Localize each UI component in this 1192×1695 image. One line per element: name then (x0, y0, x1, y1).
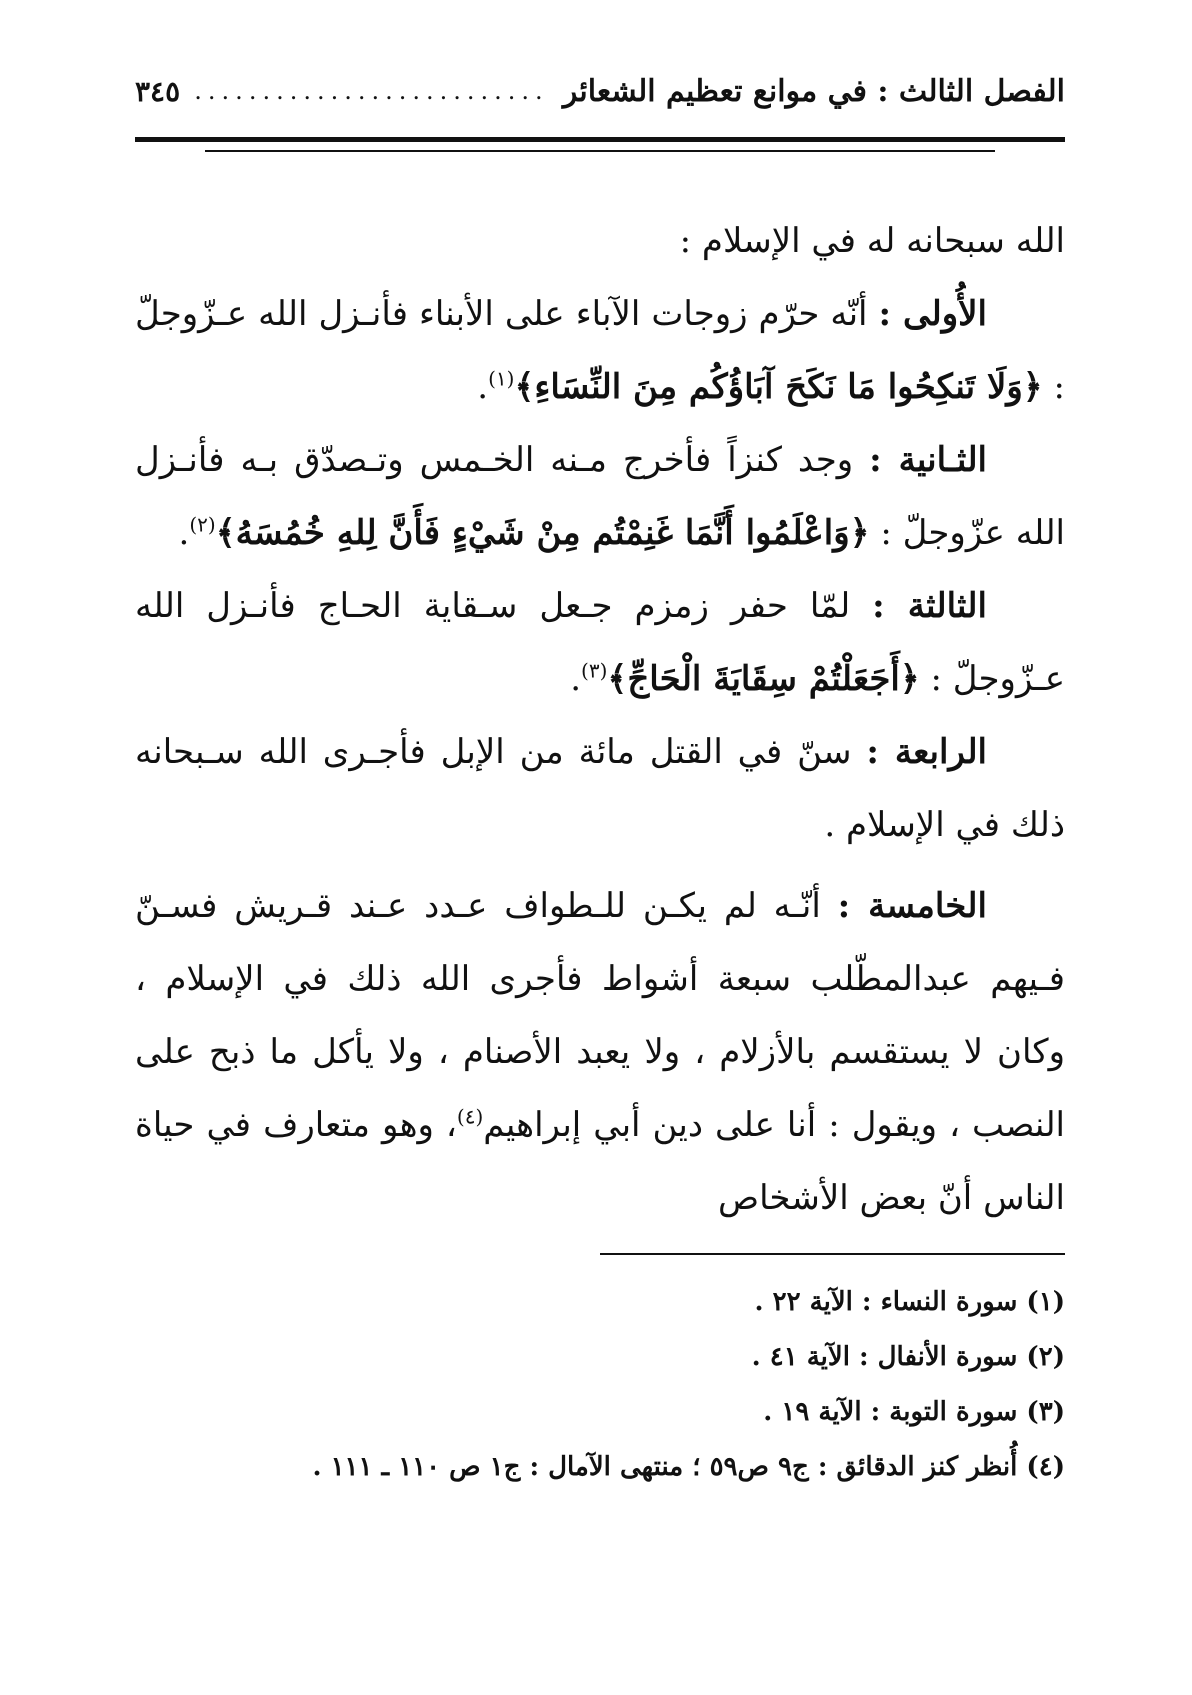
footnote-item: (١) سورة النساء : الآية ٢٢ . (754, 1287, 1065, 1317)
paragraph-fourth: الرابعة : سنّ في القتل مائة من الإبل فأجـرى الله سـبحانه ذلك في الإسلام . (135, 732, 1065, 845)
paragraph-label: الأُولى : (878, 294, 988, 334)
paragraph-label: الثـانية : (869, 440, 987, 480)
intro-line: الله سبحانه له في الإسلام : (679, 221, 1065, 261)
footnote-ref: (٤) (456, 1104, 484, 1129)
running-header (135, 66, 1065, 116)
paragraph-label: الخامسة : (837, 886, 987, 926)
paragraph-label: الثالثة : (872, 586, 987, 626)
footnote-separator (600, 1253, 1065, 1255)
paragraph-label: الرابعة : (866, 732, 988, 772)
header-leader-dots: .......................... (194, 77, 549, 105)
footnote-ref: (١) (488, 366, 515, 391)
header-rule-thin (205, 150, 995, 152)
chapter-title: الفصل الثالث : في موانع تعظيم الشعائر (562, 73, 1065, 109)
header-rule-thick (135, 137, 1065, 142)
paragraph-first: الأُولى : أنّه حرّم زوجات الآباء على الأبناء فأنـزل الله عـزّوجلّ : ﴿وَلَا تَنكِحُوا مَا نَكَحَ آبَاؤُكُم مِنَ النِّسَاءِ﴾$^{(١)}$. (135, 294, 1065, 407)
footnote-ref: (٣) (581, 658, 608, 683)
quran-verse: ﴿وَاعْلَمُوا أَنَّمَا غَنِمْتُم مِنْ شَيْءٍ فَأَنَّ لِلهِ خُمُسَهُ﴾ (215, 513, 870, 553)
main-text (135, 205, 1065, 1235)
footnote-item: (٢) سورة الأنفال : الآية ٤١ . (751, 1342, 1065, 1372)
paragraph-third: الثالثة : لمّا حفر زمزم جـعل سـقاية الحـاج فأنـزل الله عـزّوجلّ : ﴿أَجَعَلْتُمْ سِقَايَةَ الْحَاجِّ﴾$^{(٣)}$. (135, 586, 1065, 699)
footnotes (135, 1275, 1065, 1495)
footnote-item: (٤) أُنظر كنز الدقائق : ج٩ ص٥٩ ؛ منتهى الآمال : ج١ ص ١١٠ ـ ١١١ . (312, 1452, 1065, 1482)
footnote-item: (٣) سورة التوبة : الآية ١٩ . (763, 1397, 1065, 1427)
page-number: ٣٤٥ (135, 74, 181, 108)
paragraph-fifth: الخامسة : أنّـه لم يكـن للـطواف عـدد عـند قـريش فسـنّ فـيهم عبدالمطّلب سبعة أشواط فأجرى الله ذلك في الإسلام ، وكان لا يستقسم بالأزلام ، ولا يعبد الأصنام ، ولا يأكل ما ذبح على النصب ، ويقول : أنا على دين أبي إبراهيم$^{(٤)}$، وهو متعارف في حياة الناس أنّ بعض الأشخاص (135, 886, 1065, 1218)
footnote-ref: (٢) (189, 512, 216, 537)
quran-verse: ﴿أَجَعَلْتُمْ سِقَايَةَ الْحَاجِّ﴾ (607, 659, 920, 699)
quran-verse: ﴿وَلَا تَنكِحُوا مَا نَكَحَ آبَاؤُكُم مِنَ النِّسَاءِ﴾ (514, 367, 1043, 407)
paragraph-second: الثـانية : وجد كنزاً فأخرج مـنه الخـمس وتـصدّق بـه فأنـزل الله عزّوجلّ : ﴿وَاعْلَمُوا أَنَّمَا غَنِمْتُم مِنْ شَيْءٍ فَأَنَّ لِلهِ خُمُسَهُ﴾$^{(٢)}$. (135, 440, 1065, 553)
